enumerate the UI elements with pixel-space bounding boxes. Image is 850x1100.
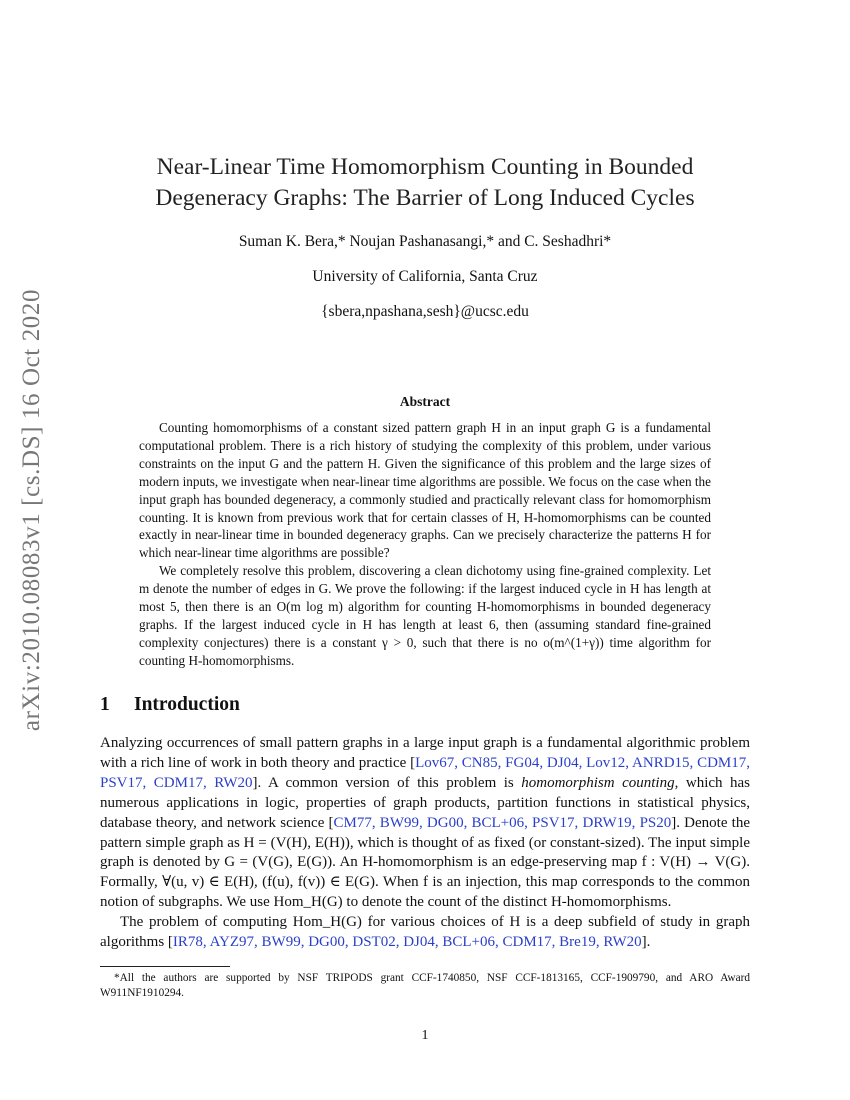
section-heading (100, 694, 240, 716)
abstract-paragraph-2: We completely resolve this problem, discovering a clean dichotomy using fine-grained complexity. Let m denote the number of edges in G. We prove the following: if the largest induced cycle in H has length at most 5, then there is an O(m log m) algorithm for counting H-homomorphisms in bounded degeneracy graphs. If the largest induced cycle in H has length at least 6, then (assuming standard fine-grained complexity conjectures) there is a constant γ > 0, such that there is no o(m^(1+γ)) time algorithm for counting H-homomorphisms. (139, 563, 711, 668)
title-line-1: Near-Linear Time Homomorphism Counting in Bounded (156, 154, 694, 180)
body-text: ]. A common version of this problem is (252, 774, 522, 791)
intro-paragraph-1 (100, 734, 750, 913)
body-text: , which has numerous applications in logic, properties of graph products, partition functions in statistical physics, database theory, and network science [ (100, 774, 751, 831)
section-number: 1 (100, 694, 110, 715)
section-title: Introduction (134, 694, 240, 715)
citation-link[interactable]: Lov67, CN85, FG04, DJ04, Lov12, ANRD15, CDM17, PSV17, CDM17, RW20 (100, 754, 751, 791)
introduction-body (100, 734, 750, 953)
body-text: ]. Denote the pattern simple graph as H = (V(H), E(H)), which is thought of as fixed (or constant-sized). The input simple graph is denoted by G = (V(G), E(G)). An H-homomorphism is an edge-preserving map f : V(H) → V(G). Formally, ∀(u, v) ∈ E(H), (f(u), f(v)) ∈ E(G). When f is an injection, this map corresponds to the common notion of subgraphs. We use Hom_H(G) to denote the count of the distinct H-homomorphisms. (100, 814, 750, 911)
footnote (100, 971, 750, 1001)
body-text: The problem of computing Hom_H(G) for various choices of H is a deep subfield of study in graph algorithms [ (100, 914, 750, 951)
paper-title (100, 152, 750, 214)
footnote-text: *All the authors are supported by NSF TRIPODS grant CCF-1740850, NSF CCF-1813165, CCF-1909790, and ARO Award W911NF1910294. (100, 972, 750, 999)
title-line-2: Degeneracy Graphs: The Barrier of Long Induced Cycles (155, 185, 695, 211)
body-text: Analyzing occurrences of small pattern graphs in a large input graph is a fundamental algorithmic problem with a rich line of work in both theory and practice [ (100, 735, 750, 771)
body-text: ]. (641, 934, 651, 951)
author-list: Suman K. Bera,* Noujan Pashanasangi,* and C. Seshadhri* (238, 233, 612, 250)
arxiv-identifier-text: arXiv:2010.08083v1 [cs.DS] 16 Oct 2020 (18, 288, 45, 732)
abstract-paragraph-1: Counting homomorphisms of a constant sized pattern graph H in an input graph G is a fundamental computational problem. There is a rich history of studying the complexity of this problem, under various constraints on the input G and the pattern H. Given the significance of this problem and the large sizes of modern inputs, we investigate when near-linear time algorithms are possible. We focus on the case when the input graph has bounded degeneracy, a commonly studied and practically relevant class for homomorphism counting. It is known from previous work that for certain classes of H, H-homomorphisms can be counted exactly in near-linear time in bounded degeneracy graphs. Can we precisely characterize the patterns H for which near-linear time algorithms are possible? (139, 420, 711, 561)
footnote-rule (100, 966, 230, 967)
citation-link[interactable]: IR78, AYZ97, BW99, DG00, DST02, DJ04, BCL+06, CDM17, Bre19, RW20 (172, 934, 642, 951)
arxiv-identifier (12, 268, 52, 753)
abstract-body (139, 419, 711, 670)
intro-paragraph-2 (100, 913, 750, 953)
affiliation: University of California, Santa Cruz (312, 268, 538, 285)
abstract-heading: Abstract (399, 394, 451, 409)
citation-link[interactable]: CM77, BW99, DG00, BCL+06, PSV17, DRW19, PS20 (333, 814, 672, 831)
author-emails: {sbera,npashana,sesh}@ucsc.edu (321, 303, 529, 320)
emphasized-text: homomorphism counting (521, 774, 675, 791)
page-number: 1 (421, 1028, 429, 1043)
